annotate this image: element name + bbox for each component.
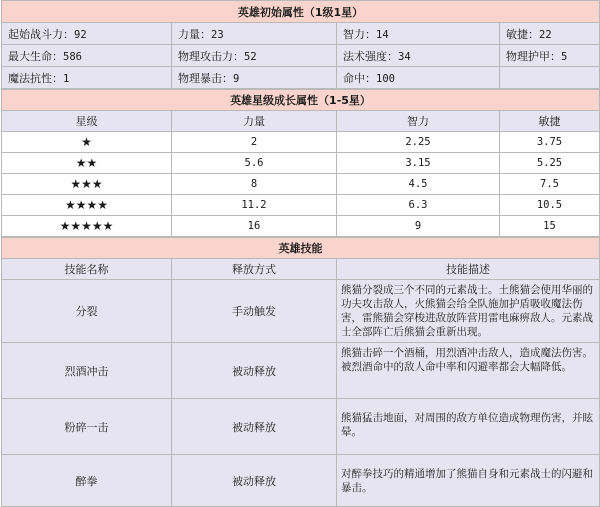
star-level-cell: [2, 216, 172, 237]
growth-value: 5.25: [500, 153, 600, 174]
star-icons: ★★★★: [64, 198, 109, 212]
growth-attributes-table: [1, 89, 600, 237]
star-level-cell: [2, 174, 172, 195]
skill-description: 对醉拳技巧的精通增加了熊猫自身和元素战士的闪避和暴击。: [337, 455, 600, 507]
attr-cell: 起始战斗力：92: [2, 23, 172, 45]
star-icons: ★: [81, 135, 92, 149]
skills-col-header: 技能描述: [337, 259, 600, 280]
growth-value: 2.25: [337, 132, 500, 153]
growth-value: 8: [172, 174, 337, 195]
initial-attributes-title: 英雄初始属性（1级1星）: [2, 1, 600, 23]
attr-cell: 敏捷：22: [500, 23, 600, 45]
growth-value: 3.75: [500, 132, 600, 153]
growth-value: 7.5: [500, 174, 600, 195]
star-level-cell: [2, 132, 172, 153]
skill-cast-mode: 被动释放: [172, 399, 337, 455]
growth-value: 16: [172, 216, 337, 237]
growth-value: 3.15: [337, 153, 500, 174]
growth-value: 15: [500, 216, 600, 237]
growth-col-header: 星级: [2, 111, 172, 132]
attr-cell: 最大生命：586: [2, 45, 172, 67]
skill-description: 熊猫击碎一个酒桶，用烈酒冲击敌人，造成魔法伤害。被烈酒命中的敌人命中率和闪避率都会大幅降低。: [337, 343, 600, 399]
skill-cast-mode: 被动释放: [172, 455, 337, 507]
growth-attributes-title: 英雄星级成长属性（1-5星）: [2, 90, 600, 111]
growth-value: 5.6: [172, 153, 337, 174]
attr-cell: 智力：14: [337, 23, 500, 45]
attr-cell: 物理护甲：5: [500, 45, 600, 67]
skill-cast-mode: 手动触发: [172, 280, 337, 343]
skill-name: 粉碎一击: [2, 399, 172, 455]
skill-name: 醉拳: [2, 455, 172, 507]
growth-col-header: 力量: [172, 111, 337, 132]
initial-attributes-table: [1, 0, 600, 89]
skill-description: 熊猫分裂成三个不同的元素战士。土熊猫会使用华丽的功夫攻击敌人，火熊猫会给全队施加护盾吸收魔法伤害，雷熊猫会穿梭进敌放阵营用雷电麻痹敌人。元素战士全部阵亡后熊猫会重新出现。: [337, 280, 600, 343]
skill-name: 烈酒冲击: [2, 343, 172, 399]
growth-value: 6.3: [337, 195, 500, 216]
star-level-cell: [2, 195, 172, 216]
skills-table: [1, 237, 600, 507]
attr-cell-empty: [500, 67, 600, 89]
attr-cell: 物理暴击：9: [172, 67, 337, 89]
attr-cell: 物理攻击力：52: [172, 45, 337, 67]
growth-value: 2: [172, 132, 337, 153]
growth-value: 11.2: [172, 195, 337, 216]
skills-title: 英雄技能: [2, 238, 600, 259]
growth-value: 9: [337, 216, 500, 237]
skills-col-header: 释放方式: [172, 259, 337, 280]
star-level-cell: [2, 153, 172, 174]
star-icons: ★★★★★: [59, 219, 114, 233]
growth-value: 4.5: [337, 174, 500, 195]
attr-cell: 命中：100: [337, 67, 500, 89]
growth-col-header: 敏捷: [500, 111, 600, 132]
skill-description: 熊猫猛击地面，对周围的敌方单位造成物理伤害，并眩晕。: [337, 399, 600, 455]
skills-col-header: 技能名称: [2, 259, 172, 280]
skill-cast-mode: 被动释放: [172, 343, 337, 399]
growth-value: 10.5: [500, 195, 600, 216]
growth-col-header: 智力: [337, 111, 500, 132]
star-icons: ★★★: [70, 177, 103, 191]
skill-name: 分裂: [2, 280, 172, 343]
attr-cell: 力量：23: [172, 23, 337, 45]
star-icons: ★★: [75, 156, 98, 170]
attr-cell: 法术强度：34: [337, 45, 500, 67]
attr-cell: 魔法抗性：1: [2, 67, 172, 89]
